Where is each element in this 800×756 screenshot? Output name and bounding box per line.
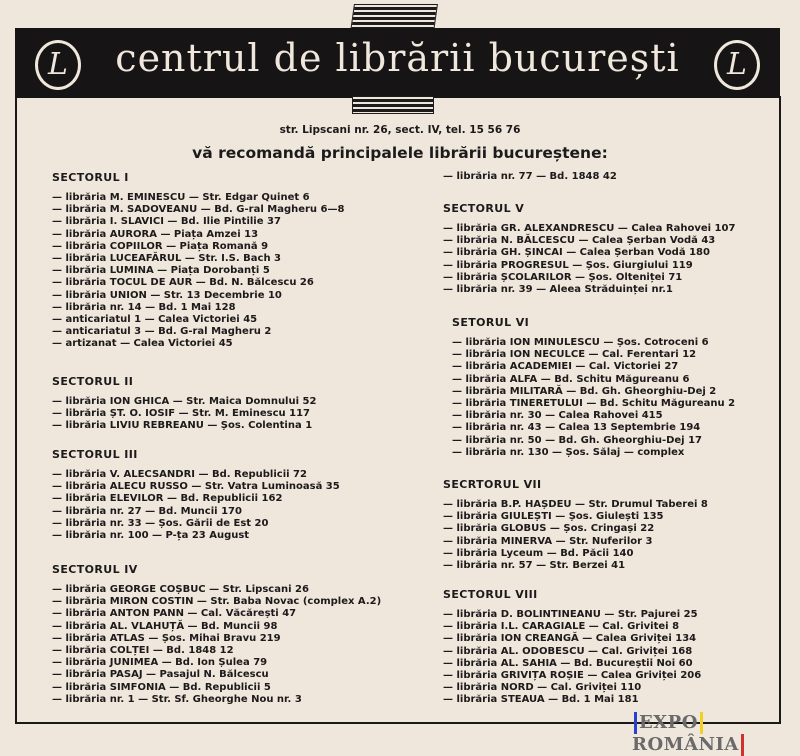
bookstore-list-item: — librăria nr. 100 — P-ța 23 August: [52, 530, 250, 542]
bookstore-list-item: — librăria LIVIU REBREANU — Șos. Colentina 1: [52, 420, 313, 432]
sector-heading: SECTORUL V: [443, 202, 525, 215]
bookstore-list-item: — librăria nr. 43 — Calea 13 Septembrie 194: [452, 422, 701, 434]
bookstore-list-item: — librăria STEAUA — Bd. 1 Mai 181: [443, 694, 639, 706]
bookstore-list-item: — librăria ION CREANGĂ — Calea Griviței 134: [443, 633, 697, 645]
bookstore-list-item: — librăria V. ALECSANDRI — Bd. Republicii 72: [52, 469, 307, 480]
bookstore-list-item: — librăria JUNIMEA — Bd. Ion Șulea 79: [52, 657, 268, 669]
bookstore-list-item: — librăria B.P. HAȘDEU — Str. Drumul Taberei 8: [443, 499, 708, 510]
sector-heading: SECTORUL III: [52, 448, 138, 461]
bookstore-list-item: — librăria N. BĂLCESCU — Calea Șerban Vodă 43: [443, 235, 716, 247]
bookstore-list-item: — librăria nr. 30 — Calea Rahovei 415: [452, 410, 663, 422]
bookstore-list-item: — librăria UNION — Str. 13 Decembrie 10: [52, 289, 282, 301]
bookstore-list-item: — librăria nr. 33 — Șos. Gării de Est 20: [52, 517, 269, 529]
bookstore-list-item: — librăria ȘCOLARILOR — Șos. Olteniței 71: [443, 271, 683, 283]
sector-section: [443, 171, 617, 183]
bookstore-list-item: — librăria ATLAS — Șos. Mihai Bravu 219: [52, 632, 281, 644]
sector-heading: SETORUL VI: [452, 316, 530, 329]
sector-heading: SECTORUL IV: [52, 563, 138, 576]
sector-section: [452, 316, 735, 459]
bookstore-list-item: — librăria ANTON PANN — Cal. Văcărești 47: [52, 608, 297, 620]
bookstore-list-item: — librăria AL. ODOBESCU — Cal. Griviței 168: [443, 645, 693, 657]
bookstore-list-item: — librăria LUCEAFĂRUL — Str. I.S. Bach 3: [52, 253, 282, 265]
bookstore-list-item: — librăria NORD — Cal. Griviței 110: [443, 682, 642, 694]
bookstore-list-item: — anticariatul 1 — Calea Victoriei 45: [52, 314, 258, 326]
logo-icon-right: L: [714, 40, 760, 90]
bookstore-list-item: — librăria MIRON COSTIN — Str. Baba Novac (complex A.2): [52, 596, 382, 608]
bookstore-list-item: — librăria GEORGE COȘBUC — Str. Lipscani 26: [52, 584, 309, 595]
bookstore-list-item: — librăria ION GHICA — Str. Maica Domnului 52: [52, 396, 317, 407]
bookstore-list-item: — librăria M. SADOVEANU — Bd. G-ral Magheru 6—8: [52, 204, 345, 216]
bookstore-list-item: — librăria PROGRESUL — Șos. Giurgiului 119: [443, 259, 693, 271]
bookstore-list-item: — librăria nr. 39 — Aleea Străduinței nr.1: [443, 284, 673, 296]
bookstore-list-item: — librăria nr. 14 — Bd. 1 Mai 128: [52, 301, 236, 313]
bookstore-list-item: — librăria M. EMINESCU — Str. Edgar Quinet 6: [52, 192, 310, 203]
bookstore-list-item: — artizanat — Calea Victoriei 45: [52, 338, 233, 350]
bookstore-list-item: — librăria I. SLAVICI — Bd. Ilie Pintilie 37: [52, 216, 281, 228]
bookstore-list-item: — librăria MINERVA — Str. Nuferilor 3: [443, 535, 653, 547]
bookstore-list-item: — librăria nr. 77 — Bd. 1848 42: [443, 171, 617, 182]
bookstore-list-item: — librăria COLȚEI — Bd. 1848 12: [52, 645, 234, 657]
bookstore-list-item: — anticariatul 3 — Bd. G-ral Magheru 2: [52, 326, 272, 338]
bookstore-list-item: — librăria MILITARĂ — Bd. Gh. Gheorghiu-Dej 2: [452, 385, 717, 397]
sector-section: [443, 202, 735, 296]
sector-heading: SECRTORUL VII: [443, 478, 542, 491]
sector-section: [52, 375, 316, 433]
bookstore-list-item: — librăria D. BOLINTINEANU — Str. Pajurei 25: [443, 609, 698, 620]
sector-section: [443, 588, 701, 707]
sector-section: [52, 563, 381, 706]
logo-icon-left: L: [35, 40, 81, 90]
bookstore-list-item: — librăria TINERETULUI — Bd. Schitu Măgureanu 2: [452, 398, 736, 410]
header-banner: [15, 28, 780, 98]
bookstore-list-item: — librăria nr. 1 — Str. Sf. Gheorghe Nou nr. 3: [52, 693, 302, 705]
bookstore-list-item: — librăria ȘT. O. IOSIF — Str. M. Eminescu 117: [52, 408, 310, 420]
bookstore-list-item: — librăria GLOBUS — Șos. Cringași 22: [443, 523, 655, 535]
bookstore-list-item: — librăria nr. 27 — Bd. Muncii 170: [52, 505, 242, 517]
sector-section: [52, 171, 344, 351]
address: str. Lipscani nr. 26, sect. IV, tel. 15 56 76: [279, 124, 521, 136]
bookstore-list-item: — librăria ION MINULESCU — Șos. Cotroceni 6: [452, 337, 709, 348]
bookstore-list-item: — librăria LUMINA — Piața Dorobanți 5: [52, 265, 270, 277]
bookstore-list-item: — librăria GH. ȘINCAI — Calea Șerban Vodă 180: [443, 247, 710, 259]
bookstore-list-item: — librăria ELEVILOR — Bd. Republicii 162: [52, 493, 283, 505]
bookstore-list-item: — librăria SIMFONIA — Bd. Republicii 5: [52, 681, 271, 693]
watermark: EXPOROMÂNIA: [632, 712, 800, 756]
sector-heading: SECTORUL VIII: [443, 588, 538, 601]
bookstore-list-item: — librăria nr. 130 — Șos. Sălaj — complex: [452, 446, 685, 458]
bookstore-list-item: — librăria AL. SAHIA — Bd. Bucureștii Noi 60: [443, 657, 693, 669]
bookstore-list-item: — librăria TOCUL DE AUR — Bd. N. Bălcescu 26: [52, 277, 314, 289]
book-illustration-bottom: [352, 96, 434, 114]
bookstore-list-item: — librăria PASAJ — Pasajul N. Bălcescu: [52, 669, 269, 681]
sector-heading: SECTORUL II: [52, 375, 134, 388]
page-title: centrul de librării bucurești: [115, 36, 680, 80]
bookstore-list-item: — librăria GRIVIȚA ROȘIE — Calea Griviței 206: [443, 670, 702, 682]
bookstore-list-item: — librăria COPIILOR — Piața Romană 9: [52, 240, 269, 252]
bookstore-list-item: — librăria ION NECULCE — Cal. Ferentari 12: [452, 349, 697, 361]
bookstore-list-item: — librăria nr. 57 — Str. Berzei 41: [443, 560, 626, 572]
sector-heading: SECTORUL I: [52, 171, 129, 184]
bookstore-list-item: — librăria AL. VLAHUȚĂ — Bd. Muncii 98: [52, 620, 278, 632]
bookstore-list-item: — librăria I.L. CARAGIALE — Cal. Grivitei 8: [443, 621, 680, 633]
bookstore-list-item: — librăria ACADEMIEI — Cal. Victoriei 27: [452, 361, 679, 373]
bookstore-list-item: — librăria AURORA — Piața Amzei 13: [52, 228, 259, 240]
bookstore-list-item: — librăria Lyceum — Bd. Păcii 140: [443, 547, 634, 559]
bookstore-list-item: — librăria GR. ALEXANDRESCU — Calea Rahovei 107: [443, 223, 736, 234]
bookstore-list-item: — librăria nr. 50 — Bd. Gh. Gheorghiu-Dej 17: [452, 434, 703, 446]
bookstore-list-item: — librăria ALFA — Bd. Schitu Măgureanu 6: [452, 373, 690, 385]
bookstore-list-item: — librăria GIULEȘTI — Șos. Giulești 135: [443, 511, 664, 523]
sector-section: [52, 448, 340, 542]
bookstore-list-item: — librăria ALECU RUSSO — Str. Vatra Luminoasă 35: [52, 481, 340, 493]
sector-section: [443, 478, 708, 572]
subtitle: vă recomandă principalele librării bucureștene:: [192, 144, 608, 162]
